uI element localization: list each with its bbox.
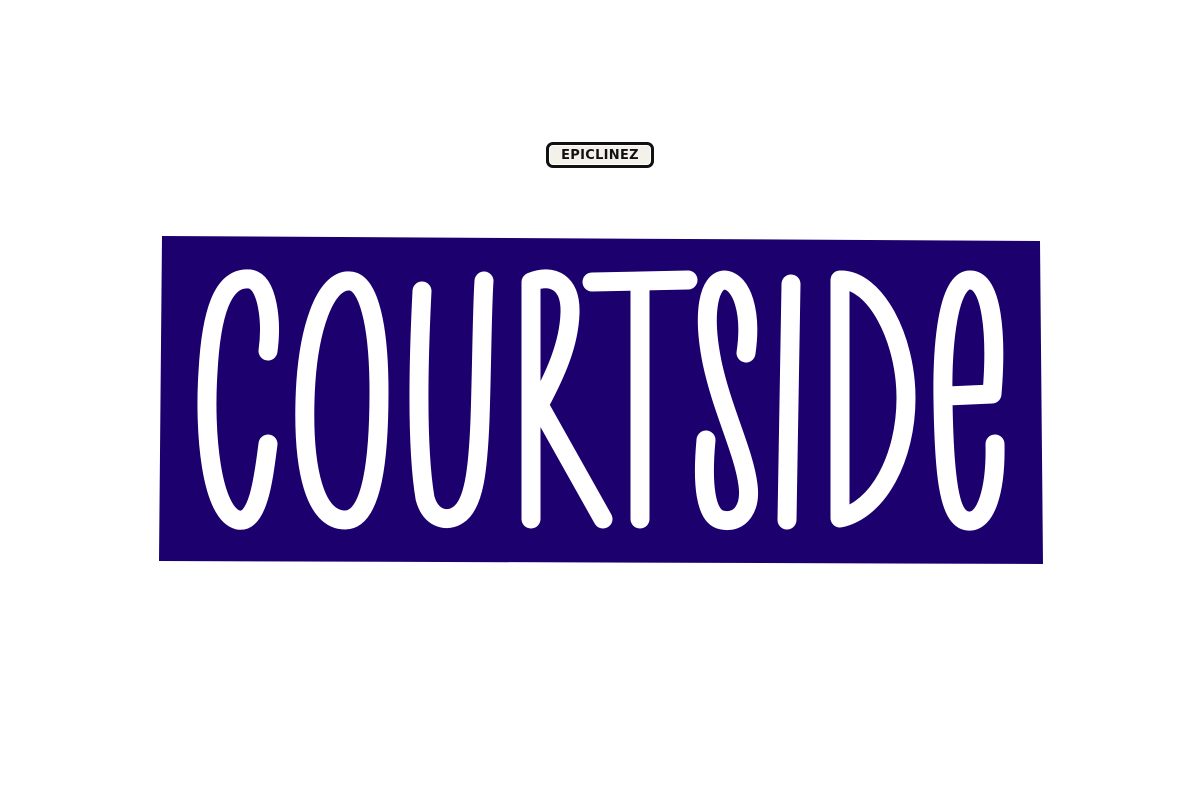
letter-i bbox=[787, 284, 791, 520]
brand-name: EPICLINEZ bbox=[561, 147, 639, 163]
